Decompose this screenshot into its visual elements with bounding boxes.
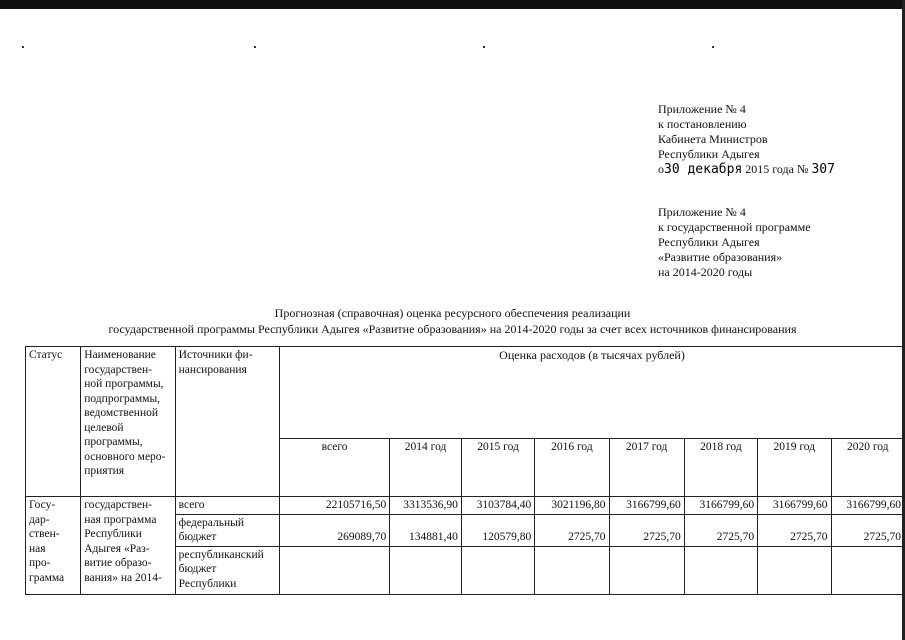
header-year-2017: 2017 год bbox=[609, 439, 684, 497]
document-title bbox=[0, 305, 905, 337]
appendix-line: Республики Адыгея bbox=[658, 147, 760, 161]
row-source: федеральный бюджет bbox=[175, 514, 279, 546]
cell-value: 3166799,60 bbox=[609, 497, 684, 515]
header-year-2014: 2014 год bbox=[390, 439, 462, 497]
row-name-line: ная программа bbox=[84, 513, 157, 526]
doc-number: 307 bbox=[811, 162, 835, 177]
row-name-line: Республики bbox=[84, 528, 142, 540]
appendix-line: Приложение № 4 bbox=[658, 102, 746, 116]
table-row bbox=[26, 497, 905, 515]
appendix-date-line bbox=[658, 162, 835, 177]
cell-value: 2725,70 bbox=[535, 514, 609, 546]
cell-value: 134881,40 bbox=[390, 514, 462, 546]
scan-top-border bbox=[0, 0, 905, 9]
header-year-total: всего bbox=[280, 439, 390, 497]
row-name-line: витие образо- bbox=[84, 557, 152, 569]
row-status-line: Госу- bbox=[29, 499, 56, 511]
header-sources bbox=[175, 347, 279, 497]
row-status-line: ствен- bbox=[29, 528, 60, 540]
header-year-2015: 2015 год bbox=[461, 439, 534, 497]
cell-value: 3313536,90 bbox=[390, 497, 462, 515]
header-status: Статус bbox=[26, 347, 81, 497]
cell-value: 2725,70 bbox=[758, 514, 831, 546]
row-name-line: Адыгея «Раз- bbox=[84, 542, 150, 555]
header-sources-line: нансирования bbox=[178, 363, 247, 376]
row-name-line: государствен- bbox=[84, 499, 152, 511]
header-name-line: ведомственной bbox=[84, 407, 159, 419]
appendix-line: к государственной программе bbox=[658, 220, 811, 234]
title-line-2: государственной программы Республики Адыгея «Развитие образования» на 2014-2020 годы за счет всех источников финансирования bbox=[108, 322, 797, 336]
appendix-program-block bbox=[658, 205, 811, 280]
cell-value bbox=[831, 546, 905, 594]
appendix-line: «Развитие образования» bbox=[658, 250, 783, 264]
cell-value bbox=[390, 546, 462, 594]
cell-value: 2725,70 bbox=[609, 514, 684, 546]
cell-value bbox=[280, 546, 390, 594]
cell-value: 2725,70 bbox=[831, 514, 905, 546]
appendix-resolution-block bbox=[658, 102, 835, 177]
scan-speck bbox=[483, 46, 485, 48]
row-name-line: вания» на 2014- bbox=[84, 571, 162, 584]
header-name-line: целевой программы, bbox=[84, 421, 143, 448]
cell-value bbox=[609, 546, 684, 594]
header-sources-line: Источники фи- bbox=[178, 349, 253, 361]
appendix-line: Республики Адыгея bbox=[658, 235, 760, 249]
cell-value bbox=[461, 546, 534, 594]
header-name-line: Наименование bbox=[84, 349, 156, 361]
cell-value bbox=[684, 546, 757, 594]
cell-value: 3166799,60 bbox=[831, 497, 905, 515]
cell-value: 3166799,60 bbox=[758, 497, 831, 515]
cell-value: 3021196,80 bbox=[535, 497, 609, 515]
cell-value bbox=[535, 546, 609, 594]
scan-speck bbox=[22, 46, 24, 48]
cell-value: 3103784,40 bbox=[461, 497, 534, 515]
date-prefix: о bbox=[658, 162, 664, 176]
date-suffix: 2015 года № bbox=[745, 162, 809, 176]
row-source: республиканский бюджет Республики bbox=[175, 546, 279, 594]
header-estimate: Оценка расходов (в тысячах рублей) bbox=[280, 347, 905, 439]
row-status-line: ная bbox=[29, 542, 46, 555]
header-year-2016: 2016 год bbox=[535, 439, 609, 497]
cell-value bbox=[758, 546, 831, 594]
header-name-line: основного меро- bbox=[84, 450, 166, 463]
scan-speck bbox=[712, 46, 714, 48]
appendix-line: Приложение № 4 bbox=[658, 205, 746, 219]
cell-value: 2725,70 bbox=[684, 514, 757, 546]
header-name-line: ной программы, bbox=[84, 378, 164, 390]
cell-value: 3166799,60 bbox=[684, 497, 757, 515]
header-name-line: приятия bbox=[84, 465, 125, 477]
date-value: 30 декабря bbox=[664, 162, 743, 177]
header-year-2019: 2019 год bbox=[758, 439, 831, 497]
scan-speck bbox=[254, 46, 256, 48]
header-year-2020: 2020 год bbox=[831, 439, 905, 497]
title-line-1: Прогнозная (справочная) оценка ресурсного обеспечения реализации bbox=[274, 306, 631, 320]
budget-table bbox=[25, 346, 905, 595]
appendix-line: Кабинета Министров bbox=[658, 132, 768, 146]
row-status bbox=[26, 497, 81, 595]
row-status-line: грамма bbox=[29, 571, 65, 584]
cell-value: 269089,70 bbox=[280, 514, 390, 546]
row-program-name bbox=[81, 497, 175, 595]
header-name-line: государствен- bbox=[84, 363, 152, 376]
row-status-line: про- bbox=[29, 557, 51, 569]
appendix-line: к постановлению bbox=[658, 117, 747, 131]
header-year-2018: 2018 год bbox=[684, 439, 757, 497]
cell-value: 120579,80 bbox=[461, 514, 534, 546]
row-source: всего bbox=[175, 497, 279, 515]
header-name bbox=[81, 347, 175, 497]
row-status-line: дар- bbox=[29, 513, 50, 526]
header-name-line: подпрограммы, bbox=[84, 392, 161, 405]
cell-value: 22105716,50 bbox=[280, 497, 390, 515]
appendix-line: на 2014-2020 годы bbox=[658, 265, 753, 279]
